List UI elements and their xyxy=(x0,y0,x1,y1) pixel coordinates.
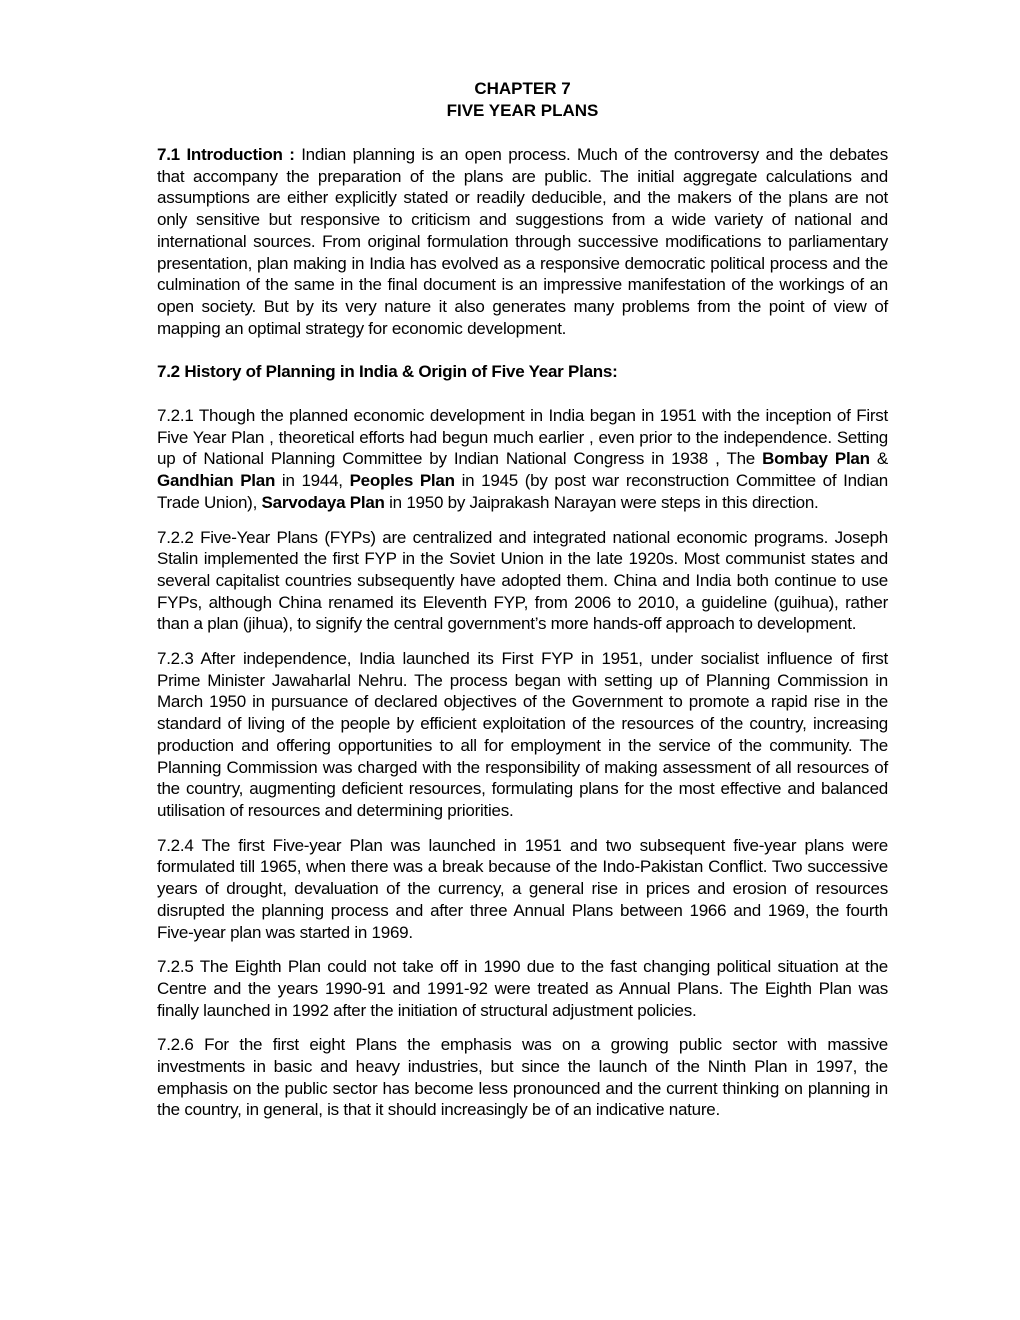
bold-term: Peoples Plan xyxy=(349,471,455,491)
chapter-title: FIVE YEAR PLANS xyxy=(446,101,599,120)
intro-paragraph xyxy=(157,144,888,339)
document-page xyxy=(157,78,888,1121)
text: in 1945 (by post war reconstruction Committee of Indian Trade Union), xyxy=(157,471,888,512)
paragraph-7-2-1 xyxy=(157,405,888,514)
text: & xyxy=(869,449,889,469)
chapter-number: CHAPTER 7 xyxy=(474,79,571,98)
paragraph-7-2-4: 7.2.4 The first Five-year Plan was launched in 1951 and two subsequent five-year plans were formulated till 1965, when there was a break because of the Indo-Pakistan Conflict. Two successive years of drought, devaluation of the currency, a general rise in prices and erosion of resources disrupted the planning process and after three Annual Plans between 1966 and 1969, the fourth Five-year plan was started in 1969. xyxy=(157,835,888,942)
paragraph-7-2-2: 7.2.2 Five-Year Plans (FYPs) are centralized and integrated national economic programs. Joseph Stalin implemented the first FYP in the Soviet Union in the late 1920s. Most communist states and several capitalist countries subsequently have adopted them. China and India both continue to use FYPs, although China renamed its Eleventh FYP, from 2006 to 2010, a guideline (guihua), rather than a plan (jihua), to signify the central government’s more hands-off approach to development. xyxy=(157,527,888,634)
bold-term: Sarvodaya Plan xyxy=(261,492,385,512)
paragraph-7-2-5: 7.2.5 The Eighth Plan could not take off in 1990 due to the fast changing political situation at the Centre and the years 1990-91 and 1991-92 were treated as Annual Plans. The Eighth Plan was finally launched in 1992 after the initiation of structural adjustment policies. xyxy=(157,957,888,1020)
intro-text: Indian planning is an open process. Much of the controversy and the debates that accompany the preparation of the plans are public. The initial aggregate calculations and assumptions are either explicitly stated or readily deducible, and the makers of the plans are not only sensitive but responsive to criticism and suggestions from a wide variety of national and international sources. From original formulation through successive modifications to parliamentary presentation, plan making in India has evolved as a responsive democratic political process and the culmination of the same in the final document is an impressive manifestation of the workings of an open society. But by its very nature it also generates many problems from the point of view of mapping an optimal strategy for economic development. xyxy=(157,145,888,338)
bold-term: Gandhian Plan xyxy=(157,471,276,491)
paragraph-7-2-3: 7.2.3 After independence, India launched its First FYP in 1951, under socialist influence of first Prime Minister Jawaharlal Nehru. The process began with setting up of Planning Commission in March 1950 in pursuance of declared objectives of the Government to promote a rapid rise in the standard of living of the people by efficient exploitation of the resources of the country, increasing production and offering opportunities to all for employment in the service of the community. The Planning Commission was charged with the responsibility of making assessment of all resources of the country, augmenting deficient resources, formulating plans for the most effective and balanced utilisation of resources and determining priorities. xyxy=(157,649,888,820)
paragraph-7-2-6: 7.2.6 For the first eight Plans the emphasis was on a growing public sector with massive investments in basic and heavy industries, but since the launch of the Ninth Plan in 1997, the emphasis on the public sector has become less pronounced and the current thinking on planning in the country, in general, is that it should increasingly be of an indicative nature. xyxy=(157,1035,888,1120)
section-heading: 7.2 History of Planning in India & Origin of Five Year Plans: xyxy=(157,362,618,382)
intro-heading: 7.1 Introduction : xyxy=(157,145,295,164)
text: in 1944, xyxy=(275,471,350,491)
bold-term: Bombay Plan xyxy=(762,449,870,469)
text: 7.2.1 Though the planned economic development in India began in 1951 with the inception of First Five Year Plan , theoretical efforts had begun much earlier , even prior to the independence. Setting up of National Planning Committee by Indian National Congress in 1938 , The xyxy=(157,406,888,469)
text: in 1950 by Jaiprakash Narayan were steps in this direction. xyxy=(384,492,819,512)
